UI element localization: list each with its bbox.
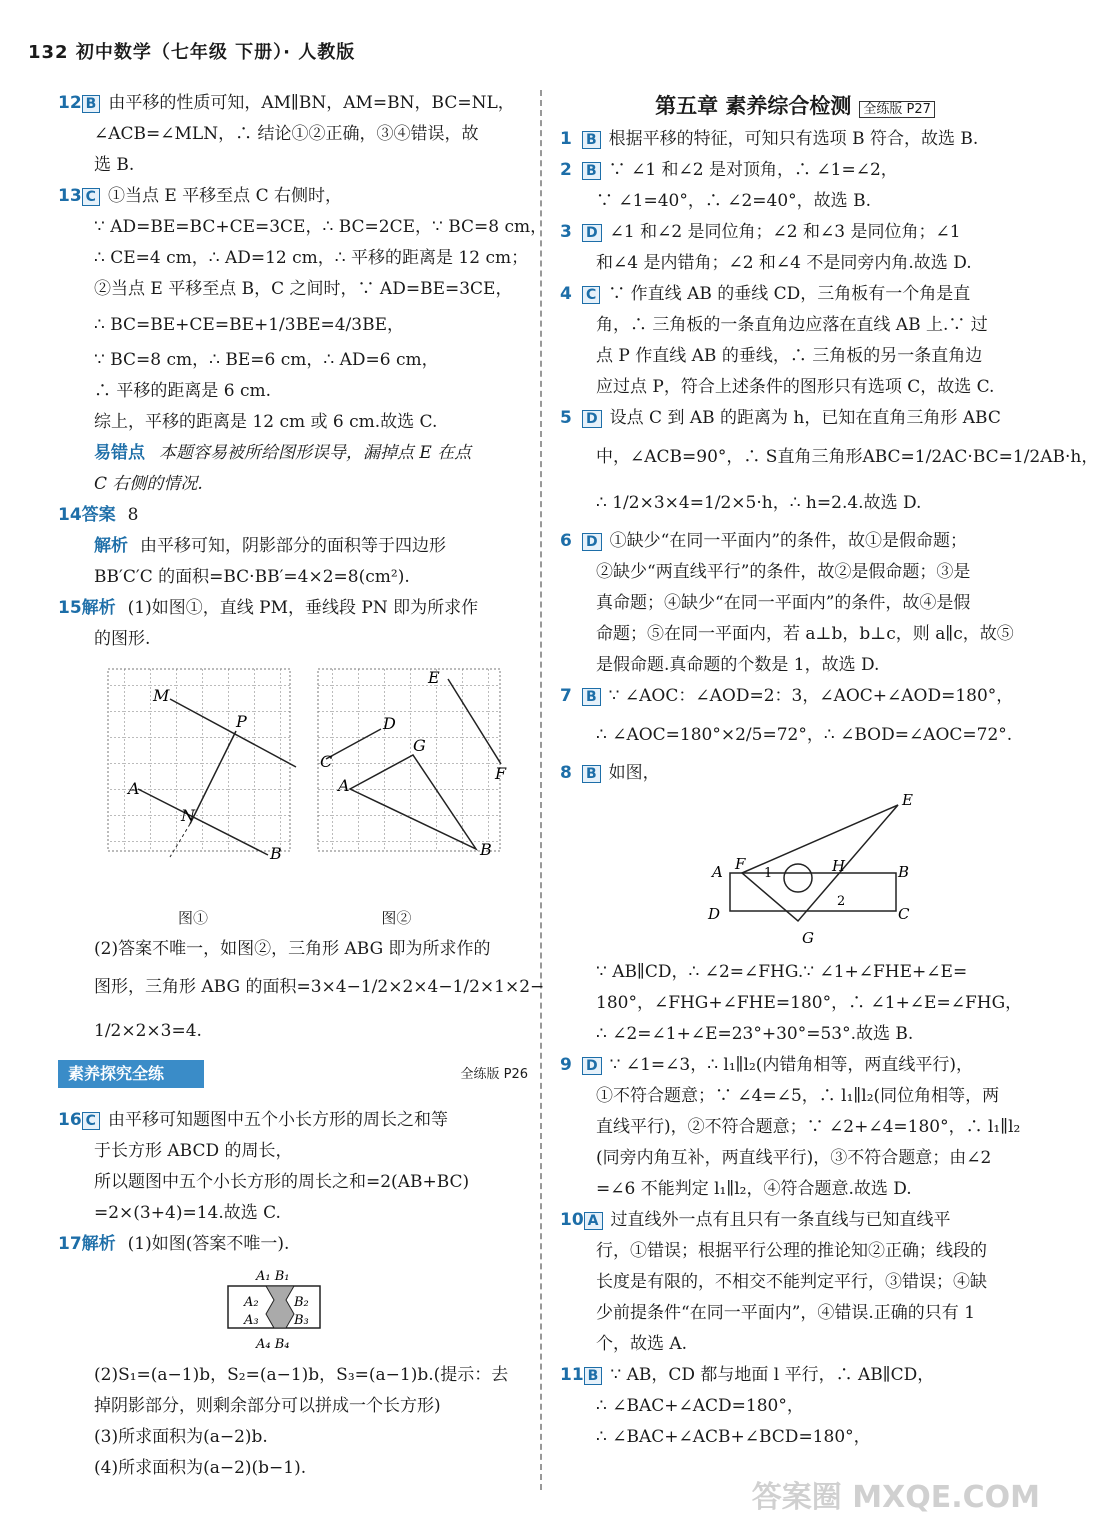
text-line: ∠ACB=∠MLN，∴ 结论①②正确，③④错误，故 [94, 124, 479, 144]
text-line: ∴ ∠BAC+∠ACD=180°， [596, 1396, 804, 1416]
question-number: 8 [560, 763, 572, 783]
left-column [58, 88, 548, 1484]
text-line: ∵ AB∥CD，∴ ∠2=∠FHG.∵ ∠1+∠FHE+∠E= [596, 962, 968, 982]
question-1 [560, 124, 1030, 155]
answer-badge: A [584, 1212, 603, 1230]
svg-text:A₄ B₄: A₄ B₄ [256, 1337, 290, 1352]
text-line: ∴ BC=BE+CE=BE+1/3BE=4/3BE， [94, 315, 405, 335]
rectangle-figure [58, 1264, 478, 1356]
text-line: 本题容易被所给图形误导，漏掉点 E 在点 [159, 443, 472, 463]
banner-title: 素养探究全练 [58, 1060, 204, 1088]
answer-badge: C [82, 1112, 100, 1130]
question-number: 11 [560, 1365, 584, 1385]
svg-text:N: N [181, 806, 195, 825]
svg-text:A: A [712, 863, 723, 881]
svg-text:B₂: B₂ [294, 1295, 309, 1310]
text-line: ∵ ∠1 和∠2 是对顶角，∴ ∠1=∠2， [608, 160, 898, 180]
svg-text:C: C [898, 905, 910, 923]
svg-text:C: C [320, 752, 333, 771]
answer-badge: D [582, 224, 602, 242]
answer-label: 答案 [81, 505, 116, 525]
text-line: =∠6 不能判定 l₁∥l₂，④符合题意.故选 D. [596, 1179, 912, 1199]
svg-text:E: E [902, 791, 913, 809]
text-line: ∵ ∠1=∠3，∴ l₁∥l₂(内错角相等，两直线平行)， [609, 1055, 974, 1075]
answer-badge: C [82, 188, 100, 206]
answer-badge: B [82, 95, 101, 113]
text-line: 长度是有限的，不相交不能判定平行，③错误；④缺 [596, 1272, 987, 1292]
answer-badge: B [582, 162, 601, 180]
figure-caption-2: 图② [381, 909, 412, 927]
text-line: 命题；⑤在同一平面内，若 a⊥b，b⊥c，则 a∥c，故⑤ [596, 624, 1014, 644]
answer-badge: B [584, 1367, 603, 1385]
svg-text:B₃: B₃ [294, 1313, 309, 1328]
question-number: 15 [58, 598, 82, 618]
question-number: 1 [560, 129, 572, 149]
answer-badge: B [582, 688, 601, 706]
text-line: 由平移的性质可知，AM∥BN，AM=BN，BC=NL， [108, 93, 515, 113]
question-number: 3 [560, 222, 572, 242]
hint-label: 易错点 [94, 443, 145, 463]
answer-badge: D [582, 410, 602, 428]
text-line: 直线平行)，②不符合题意；∵ ∠2+∠4=180°，∴ l₁∥l₂ [596, 1117, 1021, 1137]
text-line: ∴ 平移的距离是 6 cm. [94, 381, 272, 401]
text-line: 和∠4 是内错角；∠2 和∠4 不是同旁内角.故选 D. [596, 253, 972, 273]
text-line: 图形，三角形 ABG 的面积=3×4−1/2×2×4−1/2×1×2− [94, 977, 545, 997]
svg-text:A: A [338, 776, 350, 795]
text-line: ①当点 E 平移至点 C 右侧时， [107, 186, 342, 206]
parallel-lines-figure [560, 793, 980, 953]
question-number: 5 [560, 408, 572, 428]
text-line: 于长方形 ABCD 的周长， [94, 1141, 293, 1161]
text-line: ∵ AD=BE=BC+CE=3CE，∴ BC=2CE，∵ BC=8 cm， [94, 217, 548, 237]
watermark: 答案圈 MXQE.COM [751, 1480, 1040, 1515]
text-line: ∴ ∠2=∠1+∠E=23°+30°=53°.故选 B. [596, 1024, 914, 1044]
figure-caption-1: 图① [178, 909, 209, 927]
text-line: =2×(3+4)=14.故选 C. [94, 1203, 281, 1223]
text-line: 设点 C 到 AB 的距离为 h，已知在直角三角形 ABC [609, 408, 1001, 428]
question-number: 4 [560, 284, 572, 304]
svg-text:F: F [495, 764, 507, 783]
question-number: 17 [58, 1234, 82, 1254]
svg-text:A: A [128, 779, 140, 798]
text-line: 个，故选 A. [596, 1334, 688, 1354]
answer-badge: D [582, 533, 602, 551]
text-line: ①不符合题意；∵ ∠4=∠5，∴ l₁∥l₂(同位角相等，两 [596, 1086, 1000, 1106]
question-number: 2 [560, 160, 572, 180]
text-line: ∴ 1/2×3×4=1/2×5·h，∴ h=2.4.故选 D. [596, 493, 922, 513]
question-2 [560, 155, 1030, 217]
text-line: (2)答案不唯一，如图②，三角形 ABG 即为所求作的 [94, 939, 491, 959]
text-line: 少前提条件“在同一平面内”，④错误.正确的只有 1 [596, 1303, 976, 1323]
question-14 [58, 500, 528, 593]
chapter-ref: 全练版 P27 [859, 101, 935, 118]
text-line: ∵ ∠AOC：∠AOD=2：3，∠AOC+∠AOD=180°， [608, 686, 1014, 706]
svg-text:A₂: A₂ [244, 1295, 259, 1310]
svg-text:A₃: A₃ [244, 1313, 259, 1328]
analysis-label: 解析 [81, 1234, 116, 1254]
text-line: ∠1 和∠2 是同位角；∠2 和∠3 是同位角；∠1 [609, 222, 961, 242]
text-line: ∵ ∠1=40°，∴ ∠2=40°，故选 B. [596, 191, 871, 211]
svg-text:G: G [413, 736, 426, 755]
question-12 [58, 88, 528, 181]
text-line: (4)所求面积为(a−2)(b−1). [94, 1458, 307, 1478]
question-10 [560, 1205, 1030, 1360]
question-number: 14 [58, 505, 82, 525]
text-line: 由平移可知，阴影部分的面积等于四边形 [140, 536, 446, 556]
text-line: (2)S₁=(a−1)b，S₂=(a−1)b，S₃=(a−1)b.(提示：去 [94, 1365, 509, 1385]
svg-text:2: 2 [837, 894, 846, 909]
question-13 [58, 181, 548, 438]
question-8 [560, 758, 1030, 1050]
banner-ref: 全练版 P26 [460, 1067, 528, 1082]
question-number: 7 [560, 686, 572, 706]
chapter-title-text: 第五章 素养综合检测 [655, 94, 852, 118]
question-number: 10 [560, 1210, 584, 1230]
text-line: ①缺少“在同一平面内”的条件，故①是假命题； [609, 531, 968, 551]
question-4 [560, 279, 1030, 403]
text-line: 角，∴ 三角板的一条直角边应落在直线 AB 上.∵ 过 [596, 315, 988, 335]
question-number: 16 [58, 1110, 82, 1130]
text-line: (1)如图(答案不唯一). [127, 1234, 290, 1254]
text-line: 180°，∠FHG+∠FHE=180°，∴ ∠1+∠E=∠FHG， [596, 993, 1023, 1013]
question-7 [560, 681, 1030, 758]
text-line: (3)所求面积为(a−2)b. [94, 1427, 268, 1447]
text-line: 过直线外一点有且只有一条直线与已知直线平 [610, 1210, 951, 1230]
chapter-title [560, 88, 1030, 124]
svg-text:P: P [236, 712, 247, 731]
text-line: C 右侧的情况. [94, 474, 203, 494]
text-line: ∵ BC=8 cm，∴ BE=6 cm，∴ AD=6 cm， [94, 350, 439, 370]
page-header: 132 初中数学（七年级 下册）· 人教版 [28, 42, 356, 63]
svg-text:M: M [153, 686, 170, 705]
svg-text:G: G [802, 929, 814, 947]
question-9 [560, 1050, 1030, 1205]
svg-text:D: D [383, 714, 396, 733]
answer-value: 8 [127, 505, 139, 525]
text-line: 1/2×2×3=4. [94, 1021, 202, 1041]
text-line: 真命题；④缺少“在同一平面内”的条件，故④是假 [596, 593, 971, 613]
text-line: 的图形. [94, 629, 151, 649]
svg-text:D: D [708, 905, 721, 923]
svg-text:E: E [428, 668, 440, 687]
question-16 [58, 1105, 528, 1229]
svg-text:A₁ B₁: A₁ B₁ [256, 1269, 290, 1284]
section-banner [58, 1059, 528, 1099]
answer-badge: B [582, 131, 601, 149]
grid-figures [98, 659, 518, 899]
text-line: ∵ 作直线 AB 的垂线 CD，三角板有一个角是直 [608, 284, 971, 304]
text-line: 是假命题.真命题的个数是 1，故选 D. [596, 655, 880, 675]
svg-text:1: 1 [764, 866, 773, 881]
text-line: 如图， [608, 763, 660, 783]
question-11 [560, 1360, 1030, 1453]
text-line: 所以题图中五个小长方形的周长之和=2(AB+BC) [94, 1172, 470, 1192]
text-line: ②当点 E 平移至点 B，C 之间时，∵ AD=BE=3CE， [94, 279, 513, 299]
analysis-label: 解析 [94, 536, 128, 556]
answer-badge: C [582, 286, 600, 304]
question-number: 13 [58, 186, 82, 206]
text-line: 中，∠ACB=90°，∴ S直角三角形ABC=1/2AC·BC=1/2AB·h， [596, 447, 1098, 467]
text-line: BB′C′C 的面积=BC·BB′=4×2=8(cm²). [94, 567, 410, 587]
svg-text:B: B [898, 863, 910, 881]
text-line: 点 P 作直线 AB 的垂线，∴ 三角板的另一条直角边 [596, 346, 983, 366]
text-line: ∴ ∠BAC+∠ACB+∠BCD=180°， [596, 1427, 871, 1447]
answer-badge: B [582, 765, 601, 783]
text-line: ∵ AB，CD 都与地面 l 平行，∴ AB∥CD， [610, 1365, 935, 1385]
error-hint [58, 438, 528, 500]
text-line: 选 B. [94, 155, 135, 175]
svg-text:B: B [480, 840, 492, 859]
text-line: ∴ ∠AOC=180°×2/5=72°，∴ ∠BOD=∠AOC=72°. [596, 725, 1013, 745]
column-divider [540, 90, 542, 1490]
svg-text:F: F [735, 855, 746, 873]
answer-badge: D [582, 1057, 602, 1075]
text-line: ②缺少“两直线平行”的条件，故②是假命题；③是 [596, 562, 971, 582]
question-number: 6 [560, 531, 572, 551]
svg-text:H: H [832, 857, 846, 875]
analysis-label: 解析 [81, 598, 116, 618]
question-5 [560, 403, 1098, 526]
question-6 [560, 526, 1030, 681]
right-column [560, 88, 1098, 1453]
text-line: 根据平移的特征，可知只有选项 B 符合，故选 B. [608, 129, 979, 149]
svg-text:B: B [270, 844, 282, 863]
text-line: 行，①错误；根据平行公理的推论知②正确；线段的 [596, 1241, 987, 1261]
question-number: 12 [58, 93, 82, 113]
text-line: ∴ CE=4 cm，∴ AD=12 cm，∴ 平移的距离是 12 cm； [94, 248, 529, 268]
text-line: 综上，平移的距离是 12 cm 或 6 cm.故选 C. [94, 412, 438, 432]
text-line: 由平移可知题图中五个小长方形的周长之和等 [107, 1110, 448, 1130]
text-line: (同旁内角互补，两直线平行)，③不符合题意；由∠2 [596, 1148, 992, 1168]
text-line: 掉阴影部分，则剩余部分可以拼成一个长方形) [94, 1396, 441, 1416]
question-3 [560, 217, 1030, 279]
text-line: 应过点 P，符合上述条件的图形只有选项 C，故选 C. [596, 377, 995, 397]
question-17 [58, 1229, 528, 1484]
text-line: (1)如图①，直线 PM，垂线段 PN 即为所求作 [127, 598, 479, 618]
question-number: 9 [560, 1055, 572, 1075]
question-15 [58, 593, 545, 1053]
